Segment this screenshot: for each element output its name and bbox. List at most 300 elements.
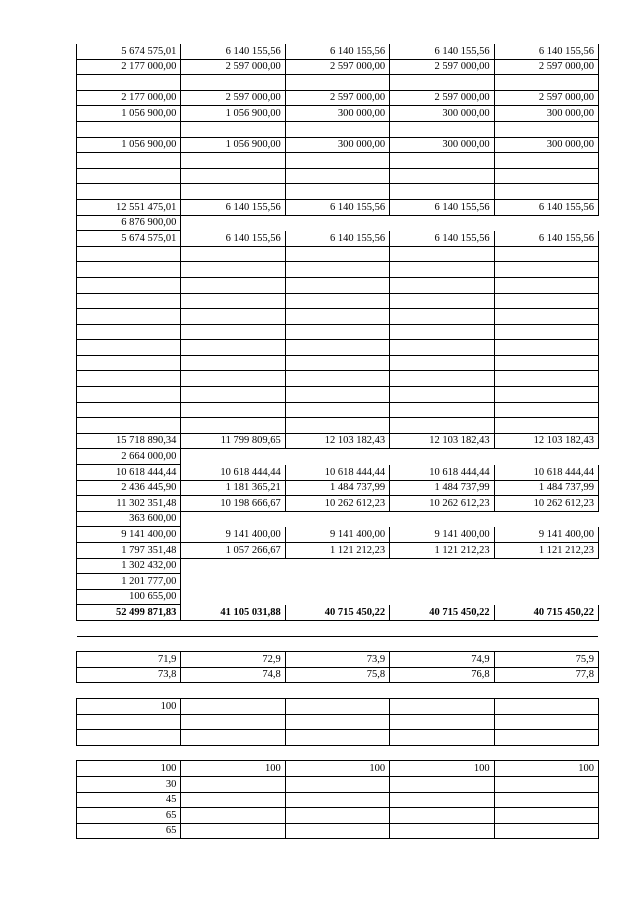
table-cell bbox=[77, 168, 181, 184]
table-cell bbox=[181, 215, 285, 231]
table-cell bbox=[77, 277, 181, 293]
table-cell bbox=[390, 215, 494, 231]
table-row bbox=[77, 75, 599, 91]
table-cell bbox=[285, 418, 389, 434]
table-cell bbox=[77, 262, 181, 278]
table-cell bbox=[390, 574, 494, 590]
table-row bbox=[77, 153, 599, 169]
table-cell: 75,8 bbox=[285, 667, 389, 683]
table-cell bbox=[494, 698, 598, 714]
table-cell bbox=[494, 636, 598, 652]
table-cell bbox=[494, 745, 598, 761]
table-row bbox=[77, 90, 599, 106]
table-row bbox=[77, 776, 599, 792]
table-cell: 300 000,00 bbox=[390, 137, 494, 153]
table-cell bbox=[181, 371, 285, 387]
table-cell bbox=[181, 355, 285, 371]
table-cell bbox=[77, 293, 181, 309]
table-row bbox=[77, 543, 599, 559]
table-row bbox=[77, 262, 599, 278]
table-row bbox=[77, 309, 599, 325]
table-cell: 10 262 612,23 bbox=[494, 496, 598, 512]
table-row bbox=[77, 480, 599, 496]
table-cell bbox=[494, 262, 598, 278]
table-cell bbox=[390, 730, 494, 746]
table-cell bbox=[390, 792, 494, 808]
table-cell: 11 302 351,48 bbox=[77, 496, 181, 512]
table-cell bbox=[390, 324, 494, 340]
table-cell: 77,8 bbox=[494, 667, 598, 683]
table-cell bbox=[285, 277, 389, 293]
table-row bbox=[77, 730, 599, 746]
table-cell bbox=[390, 589, 494, 605]
table-cell bbox=[390, 293, 494, 309]
table-row bbox=[77, 59, 599, 75]
table-cell: 6 140 155,56 bbox=[181, 231, 285, 247]
table-cell: 73,9 bbox=[285, 652, 389, 668]
table-cell bbox=[494, 371, 598, 387]
table-cell bbox=[181, 387, 285, 403]
table-cell bbox=[285, 449, 389, 465]
table-cell bbox=[181, 168, 285, 184]
table-cell: 1 484 737,99 bbox=[494, 480, 598, 496]
table-cell bbox=[181, 153, 285, 169]
table-row bbox=[77, 121, 599, 137]
table-row bbox=[77, 683, 599, 699]
table-row bbox=[77, 340, 599, 356]
table-cell: 100 bbox=[285, 761, 389, 777]
table-row bbox=[77, 511, 599, 527]
table-cell bbox=[77, 246, 181, 262]
table-cell bbox=[285, 574, 389, 590]
table-cell bbox=[285, 511, 389, 527]
table-cell bbox=[285, 402, 389, 418]
table-cell: 1 121 212,23 bbox=[285, 543, 389, 559]
table-cell bbox=[181, 324, 285, 340]
table-row bbox=[77, 184, 599, 200]
table-cell bbox=[77, 683, 181, 699]
table-cell bbox=[285, 293, 389, 309]
table-cell bbox=[285, 792, 389, 808]
table-cell bbox=[285, 246, 389, 262]
table-cell: 65 bbox=[77, 808, 181, 824]
table-row bbox=[77, 418, 599, 434]
table-cell bbox=[285, 324, 389, 340]
table-cell: 12 103 182,43 bbox=[494, 433, 598, 449]
table-cell bbox=[181, 340, 285, 356]
table-cell: 6 140 155,56 bbox=[285, 199, 389, 215]
table-cell: 74,9 bbox=[390, 652, 494, 668]
table-cell bbox=[181, 574, 285, 590]
table-row bbox=[77, 231, 599, 247]
table-cell bbox=[181, 636, 285, 652]
table-cell bbox=[494, 620, 598, 636]
table-cell bbox=[181, 808, 285, 824]
table-cell bbox=[390, 558, 494, 574]
table-cell bbox=[494, 277, 598, 293]
table-cell bbox=[494, 823, 598, 839]
table-row bbox=[77, 168, 599, 184]
table-row bbox=[77, 371, 599, 387]
table-cell bbox=[181, 714, 285, 730]
table-cell: 6 876 900,00 bbox=[77, 215, 181, 231]
table-cell bbox=[181, 511, 285, 527]
table-cell bbox=[77, 75, 181, 91]
table-cell bbox=[494, 324, 598, 340]
table-cell: 10 618 444,44 bbox=[181, 465, 285, 481]
table-cell: 65 bbox=[77, 823, 181, 839]
table-cell: 300 000,00 bbox=[494, 137, 598, 153]
table-cell bbox=[77, 620, 181, 636]
table-cell bbox=[390, 246, 494, 262]
table-row bbox=[77, 355, 599, 371]
table-cell: 1 181 365,21 bbox=[181, 480, 285, 496]
table-cell bbox=[181, 823, 285, 839]
table-cell bbox=[494, 168, 598, 184]
table-cell: 9 141 400,00 bbox=[181, 527, 285, 543]
table-cell: 2 597 000,00 bbox=[181, 90, 285, 106]
table-cell: 2 597 000,00 bbox=[181, 59, 285, 75]
table-row bbox=[77, 605, 599, 621]
table-cell bbox=[494, 246, 598, 262]
table-cell bbox=[181, 293, 285, 309]
table-cell bbox=[77, 714, 181, 730]
table-cell: 74,8 bbox=[181, 667, 285, 683]
table-cell: 300 000,00 bbox=[285, 137, 389, 153]
table-cell bbox=[285, 808, 389, 824]
table-cell: 9 141 400,00 bbox=[77, 527, 181, 543]
table-cell bbox=[77, 402, 181, 418]
table-cell: 72,9 bbox=[181, 652, 285, 668]
table-row bbox=[77, 667, 599, 683]
table-cell: 1 057 266,67 bbox=[181, 543, 285, 559]
table-cell: 2 597 000,00 bbox=[390, 59, 494, 75]
table-cell bbox=[390, 636, 494, 652]
table-cell: 100 bbox=[77, 761, 181, 777]
table-row bbox=[77, 106, 599, 122]
table-cell bbox=[285, 121, 389, 137]
table-cell: 40 715 450,22 bbox=[285, 605, 389, 621]
table-cell bbox=[181, 277, 285, 293]
table-cell: 6 140 155,56 bbox=[390, 44, 494, 59]
table-row bbox=[77, 449, 599, 465]
table-cell bbox=[181, 558, 285, 574]
table-cell: 2 597 000,00 bbox=[285, 59, 389, 75]
table-cell bbox=[494, 683, 598, 699]
table-cell: 300 000,00 bbox=[390, 106, 494, 122]
table-cell bbox=[285, 730, 389, 746]
table-cell bbox=[390, 745, 494, 761]
table-cell bbox=[494, 574, 598, 590]
table-cell: 363 600,00 bbox=[77, 511, 181, 527]
table-cell: 6 140 155,56 bbox=[181, 44, 285, 59]
table-cell bbox=[285, 215, 389, 231]
table-cell bbox=[390, 340, 494, 356]
table-cell bbox=[390, 262, 494, 278]
table-row bbox=[77, 44, 599, 59]
table-cell bbox=[494, 792, 598, 808]
table-cell: 1 484 737,99 bbox=[285, 480, 389, 496]
table-row bbox=[77, 636, 599, 652]
table-body bbox=[77, 44, 599, 839]
table-cell bbox=[390, 823, 494, 839]
table-cell bbox=[390, 355, 494, 371]
table-cell bbox=[285, 387, 389, 403]
table-row bbox=[77, 745, 599, 761]
table-cell bbox=[181, 698, 285, 714]
table-cell bbox=[494, 184, 598, 200]
table-cell: 10 262 612,23 bbox=[285, 496, 389, 512]
table-cell bbox=[77, 636, 181, 652]
table-cell bbox=[494, 558, 598, 574]
table-cell bbox=[390, 418, 494, 434]
table-cell bbox=[285, 776, 389, 792]
financial-table bbox=[76, 44, 599, 839]
table-cell bbox=[181, 402, 285, 418]
table-cell: 100 bbox=[77, 698, 181, 714]
table-cell: 1 056 900,00 bbox=[181, 137, 285, 153]
table-row bbox=[77, 402, 599, 418]
table-cell: 1 201 777,00 bbox=[77, 574, 181, 590]
table-cell: 52 499 871,83 bbox=[77, 605, 181, 621]
table-cell bbox=[390, 387, 494, 403]
table-cell bbox=[77, 324, 181, 340]
table-cell bbox=[181, 309, 285, 325]
table-cell: 30 bbox=[77, 776, 181, 792]
table-row bbox=[77, 433, 599, 449]
table-cell bbox=[285, 745, 389, 761]
table-cell: 41 105 031,88 bbox=[181, 605, 285, 621]
table-row bbox=[77, 527, 599, 543]
table-cell bbox=[494, 776, 598, 792]
table-cell bbox=[390, 75, 494, 91]
table-row bbox=[77, 246, 599, 262]
financial-table-sheet bbox=[76, 44, 598, 839]
table-cell: 2 597 000,00 bbox=[285, 90, 389, 106]
table-cell: 9 141 400,00 bbox=[494, 527, 598, 543]
table-cell: 6 140 155,56 bbox=[390, 199, 494, 215]
table-cell: 2 177 000,00 bbox=[77, 59, 181, 75]
table-cell: 73,8 bbox=[77, 667, 181, 683]
table-cell: 300 000,00 bbox=[494, 106, 598, 122]
table-cell bbox=[390, 683, 494, 699]
table-row bbox=[77, 465, 599, 481]
table-cell: 12 103 182,43 bbox=[285, 433, 389, 449]
table-cell bbox=[181, 418, 285, 434]
table-cell bbox=[181, 776, 285, 792]
table-cell bbox=[181, 184, 285, 200]
table-cell bbox=[494, 387, 598, 403]
table-row bbox=[77, 792, 599, 808]
table-cell bbox=[285, 184, 389, 200]
table-cell bbox=[494, 309, 598, 325]
table-cell bbox=[181, 745, 285, 761]
table-cell bbox=[494, 418, 598, 434]
table-cell bbox=[390, 402, 494, 418]
table-cell bbox=[390, 121, 494, 137]
table-cell: 40 715 450,22 bbox=[494, 605, 598, 621]
table-cell bbox=[494, 714, 598, 730]
table-cell: 1 484 737,99 bbox=[390, 480, 494, 496]
table-cell bbox=[390, 153, 494, 169]
table-cell: 2 177 000,00 bbox=[77, 90, 181, 106]
table-cell bbox=[77, 730, 181, 746]
table-row bbox=[77, 496, 599, 512]
table-cell: 100 bbox=[390, 761, 494, 777]
table-cell bbox=[77, 387, 181, 403]
table-cell bbox=[181, 246, 285, 262]
table-cell bbox=[390, 714, 494, 730]
table-cell bbox=[77, 745, 181, 761]
table-cell bbox=[390, 277, 494, 293]
table-cell: 6 140 155,56 bbox=[494, 231, 598, 247]
table-cell bbox=[390, 449, 494, 465]
table-cell bbox=[77, 184, 181, 200]
table-cell: 100 bbox=[494, 761, 598, 777]
table-row bbox=[77, 277, 599, 293]
table-cell: 11 799 809,65 bbox=[181, 433, 285, 449]
table-cell bbox=[390, 808, 494, 824]
table-cell bbox=[390, 371, 494, 387]
table-cell bbox=[494, 153, 598, 169]
table-cell: 2 597 000,00 bbox=[494, 90, 598, 106]
table-cell bbox=[285, 168, 389, 184]
table-row bbox=[77, 698, 599, 714]
table-cell: 40 715 450,22 bbox=[390, 605, 494, 621]
table-cell bbox=[77, 340, 181, 356]
table-cell bbox=[77, 153, 181, 169]
table-cell bbox=[285, 714, 389, 730]
table-cell: 1 056 900,00 bbox=[77, 137, 181, 153]
table-cell bbox=[390, 776, 494, 792]
table-cell: 75,9 bbox=[494, 652, 598, 668]
table-cell: 1 056 900,00 bbox=[181, 106, 285, 122]
table-cell bbox=[390, 698, 494, 714]
table-row bbox=[77, 324, 599, 340]
table-cell: 45 bbox=[77, 792, 181, 808]
table-cell: 76,8 bbox=[390, 667, 494, 683]
table-cell bbox=[181, 449, 285, 465]
table-row bbox=[77, 761, 599, 777]
table-cell: 2 597 000,00 bbox=[390, 90, 494, 106]
table-cell bbox=[494, 730, 598, 746]
table-row bbox=[77, 589, 599, 605]
table-cell: 300 000,00 bbox=[285, 106, 389, 122]
table-cell: 6 140 155,56 bbox=[181, 199, 285, 215]
table-cell bbox=[77, 309, 181, 325]
table-cell: 10 618 444,44 bbox=[494, 465, 598, 481]
table-cell: 2 664 000,00 bbox=[77, 449, 181, 465]
table-cell: 71,9 bbox=[77, 652, 181, 668]
table-row bbox=[77, 199, 599, 215]
table-cell: 2 436 445,90 bbox=[77, 480, 181, 496]
table-cell bbox=[77, 371, 181, 387]
table-cell: 6 140 155,56 bbox=[285, 231, 389, 247]
table-cell bbox=[285, 636, 389, 652]
table-cell bbox=[181, 75, 285, 91]
table-cell: 6 140 155,56 bbox=[390, 231, 494, 247]
table-cell bbox=[494, 340, 598, 356]
table-cell bbox=[285, 683, 389, 699]
table-cell bbox=[494, 511, 598, 527]
table-cell: 9 141 400,00 bbox=[285, 527, 389, 543]
table-cell bbox=[494, 293, 598, 309]
table-cell bbox=[181, 262, 285, 278]
table-cell bbox=[494, 75, 598, 91]
table-row bbox=[77, 137, 599, 153]
table-cell bbox=[285, 620, 389, 636]
table-cell bbox=[285, 589, 389, 605]
table-row bbox=[77, 574, 599, 590]
table-cell: 1 797 351,48 bbox=[77, 543, 181, 559]
table-cell: 1 121 212,23 bbox=[494, 543, 598, 559]
table-cell bbox=[181, 683, 285, 699]
table-cell: 10 262 612,23 bbox=[390, 496, 494, 512]
table-cell: 1 121 212,23 bbox=[390, 543, 494, 559]
table-row bbox=[77, 808, 599, 824]
table-cell: 6 140 155,56 bbox=[494, 199, 598, 215]
table-cell bbox=[285, 340, 389, 356]
table-cell: 12 551 475,01 bbox=[77, 199, 181, 215]
table-cell bbox=[494, 215, 598, 231]
table-cell bbox=[181, 730, 285, 746]
table-cell bbox=[390, 309, 494, 325]
table-cell bbox=[390, 511, 494, 527]
table-cell bbox=[285, 371, 389, 387]
table-cell: 2 597 000,00 bbox=[494, 59, 598, 75]
table-cell bbox=[494, 402, 598, 418]
table-cell bbox=[77, 355, 181, 371]
table-cell: 12 103 182,43 bbox=[390, 433, 494, 449]
table-cell bbox=[285, 153, 389, 169]
table-cell bbox=[494, 449, 598, 465]
table-cell bbox=[285, 698, 389, 714]
table-cell bbox=[181, 589, 285, 605]
table-cell bbox=[494, 121, 598, 137]
table-cell: 10 618 444,44 bbox=[285, 465, 389, 481]
table-cell bbox=[494, 808, 598, 824]
table-cell bbox=[390, 620, 494, 636]
table-cell: 15 718 890,34 bbox=[77, 433, 181, 449]
table-cell bbox=[285, 309, 389, 325]
table-cell: 10 198 666,67 bbox=[181, 496, 285, 512]
table-cell: 6 140 155,56 bbox=[494, 44, 598, 59]
table-cell bbox=[390, 184, 494, 200]
table-cell: 100 655,00 bbox=[77, 589, 181, 605]
table-row bbox=[77, 215, 599, 231]
table-row bbox=[77, 387, 599, 403]
table-cell bbox=[181, 792, 285, 808]
table-row bbox=[77, 652, 599, 668]
table-cell: 100 bbox=[181, 761, 285, 777]
table-cell bbox=[285, 262, 389, 278]
table-cell bbox=[77, 418, 181, 434]
table-cell: 1 302 432,00 bbox=[77, 558, 181, 574]
table-cell bbox=[181, 620, 285, 636]
table-cell bbox=[285, 558, 389, 574]
table-cell bbox=[494, 589, 598, 605]
table-cell bbox=[390, 168, 494, 184]
table-row bbox=[77, 823, 599, 839]
table-cell: 10 618 444,44 bbox=[77, 465, 181, 481]
table-cell: 9 141 400,00 bbox=[390, 527, 494, 543]
table-cell: 5 674 575,01 bbox=[77, 231, 181, 247]
table-cell bbox=[494, 355, 598, 371]
table-row bbox=[77, 620, 599, 636]
table-cell bbox=[285, 823, 389, 839]
table-cell bbox=[285, 355, 389, 371]
table-row bbox=[77, 293, 599, 309]
